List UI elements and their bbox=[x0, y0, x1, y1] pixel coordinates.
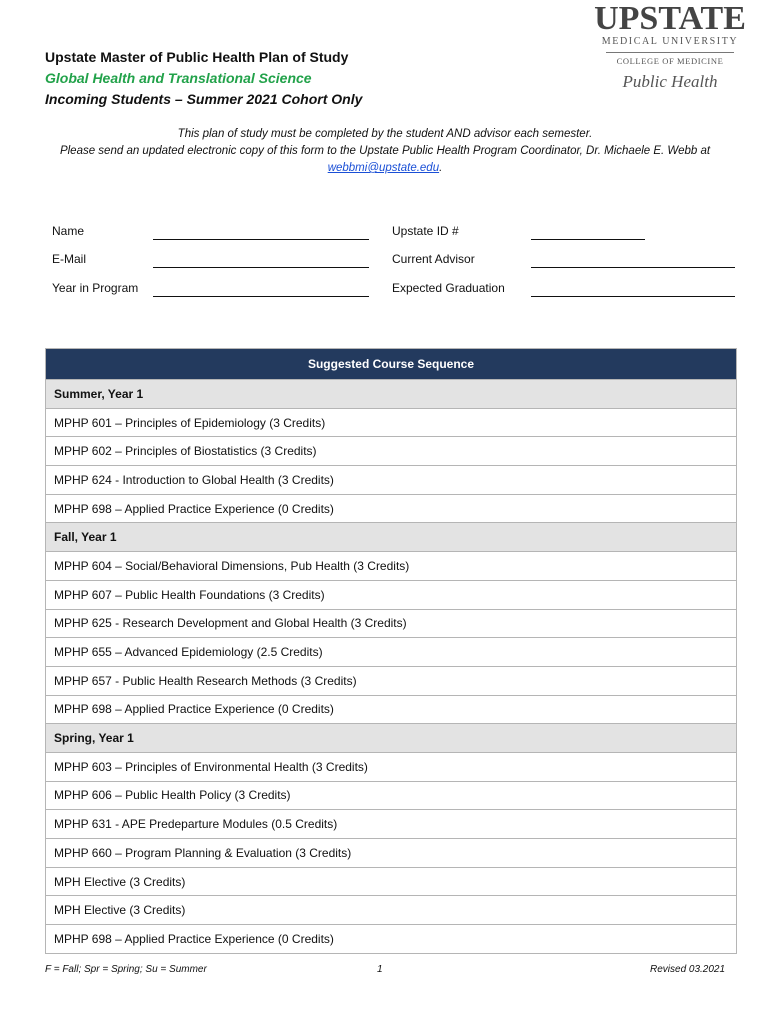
revision-date: Revised 03.2021 bbox=[650, 964, 726, 975]
advisor-label: Current Advisor bbox=[392, 252, 475, 266]
logo-divider bbox=[606, 52, 734, 53]
course-row: MPHP 624 - Introduction to Global Health (3 Credits) bbox=[46, 465, 736, 494]
course-row: MPHP 655 – Advanced Epidemiology (2.5 Credits) bbox=[46, 637, 736, 666]
course-sequence-table bbox=[45, 348, 737, 954]
section-row: Fall, Year 1 bbox=[46, 522, 736, 551]
section-row: Spring, Year 1 bbox=[46, 723, 736, 752]
course-row: MPHP 603 – Principles of Environmental Health (3 Credits) bbox=[46, 752, 736, 781]
instructions-line1: This plan of study must be completed by the student AND advisor each semester. bbox=[177, 128, 593, 140]
course-row: MPHP 602 – Principles of Biostatistics (3 Credits) bbox=[46, 436, 736, 465]
course-row: MPHP 698 – Applied Practice Experience (0 Credits) bbox=[46, 695, 736, 724]
document-subtitle: Global Health and Translational Science bbox=[45, 70, 312, 86]
course-row: MPHP 607 – Public Health Foundations (3 Credits) bbox=[46, 580, 736, 609]
course-row: MPHP 631 - APE Predeparture Modules (0.5 Credits) bbox=[46, 809, 736, 838]
instructions-line2-suffix: . bbox=[439, 162, 443, 174]
footer-legend: F = Fall; Spr = Spring; Su = Summer bbox=[45, 964, 207, 975]
year-field[interactable] bbox=[153, 296, 369, 297]
upstate-logo bbox=[594, 2, 746, 93]
instructions-line2-text: Please send an updated electronic copy of this form to the Upstate Public Health Program Coordinator, Dr. Michaele E. Webb at bbox=[59, 145, 711, 157]
course-row: MPHP 657 - Public Health Research Methods (3 Credits) bbox=[46, 666, 736, 695]
page-number: 1 bbox=[377, 964, 383, 975]
graduation-field[interactable] bbox=[531, 296, 735, 297]
year-label: Year in Program bbox=[52, 281, 139, 295]
logo-subtitle: MEDICAL UNIVERSITY bbox=[601, 36, 739, 47]
course-row: MPHP 698 – Applied Practice Experience (0 Credits) bbox=[46, 924, 736, 953]
instructions bbox=[45, 126, 725, 177]
email-field[interactable] bbox=[153, 267, 369, 268]
course-row: MPHP 698 – Applied Practice Experience (0 Credits) bbox=[46, 494, 736, 523]
logo-name: UPSTATE bbox=[594, 0, 746, 37]
document-header bbox=[45, 47, 362, 110]
document-title: Upstate Master of Public Health Plan of Study bbox=[45, 49, 349, 65]
logo-college: COLLEGE OF MEDICINE bbox=[616, 56, 724, 66]
course-row: MPHP 660 – Program Planning & Evaluation (3 Credits) bbox=[46, 838, 736, 867]
upstate-id-label: Upstate ID # bbox=[392, 224, 459, 238]
course-row: MPH Elective (3 Credits) bbox=[46, 895, 736, 924]
table-rows bbox=[46, 379, 736, 953]
name-label: Name bbox=[52, 224, 85, 238]
course-row: MPHP 604 – Social/Behavioral Dimensions, Pub Health (3 Credits) bbox=[46, 551, 736, 580]
course-row: MPHP 625 - Research Development and Global Health (3 Credits) bbox=[46, 609, 736, 638]
graduation-label: Expected Graduation bbox=[392, 281, 505, 295]
logo-department: Public Health bbox=[622, 72, 718, 91]
instructions-line2 bbox=[45, 143, 725, 177]
upstate-id-field[interactable] bbox=[531, 239, 645, 240]
table-header: Suggested Course Sequence bbox=[46, 349, 736, 379]
document-cohort: Incoming Students – Summer 2021 Cohort Only bbox=[45, 91, 363, 107]
course-row: MPHP 606 – Public Health Policy (3 Credits) bbox=[46, 781, 736, 810]
section-row: Summer, Year 1 bbox=[46, 379, 736, 408]
course-row: MPHP 601 – Principles of Epidemiology (3 Credits) bbox=[46, 408, 736, 437]
coordinator-email-link[interactable]: webbmi@upstate.edu bbox=[327, 162, 440, 174]
name-field[interactable] bbox=[153, 239, 369, 240]
course-row: MPH Elective (3 Credits) bbox=[46, 867, 736, 896]
advisor-field[interactable] bbox=[531, 267, 735, 268]
email-label: E-Mail bbox=[52, 252, 87, 266]
